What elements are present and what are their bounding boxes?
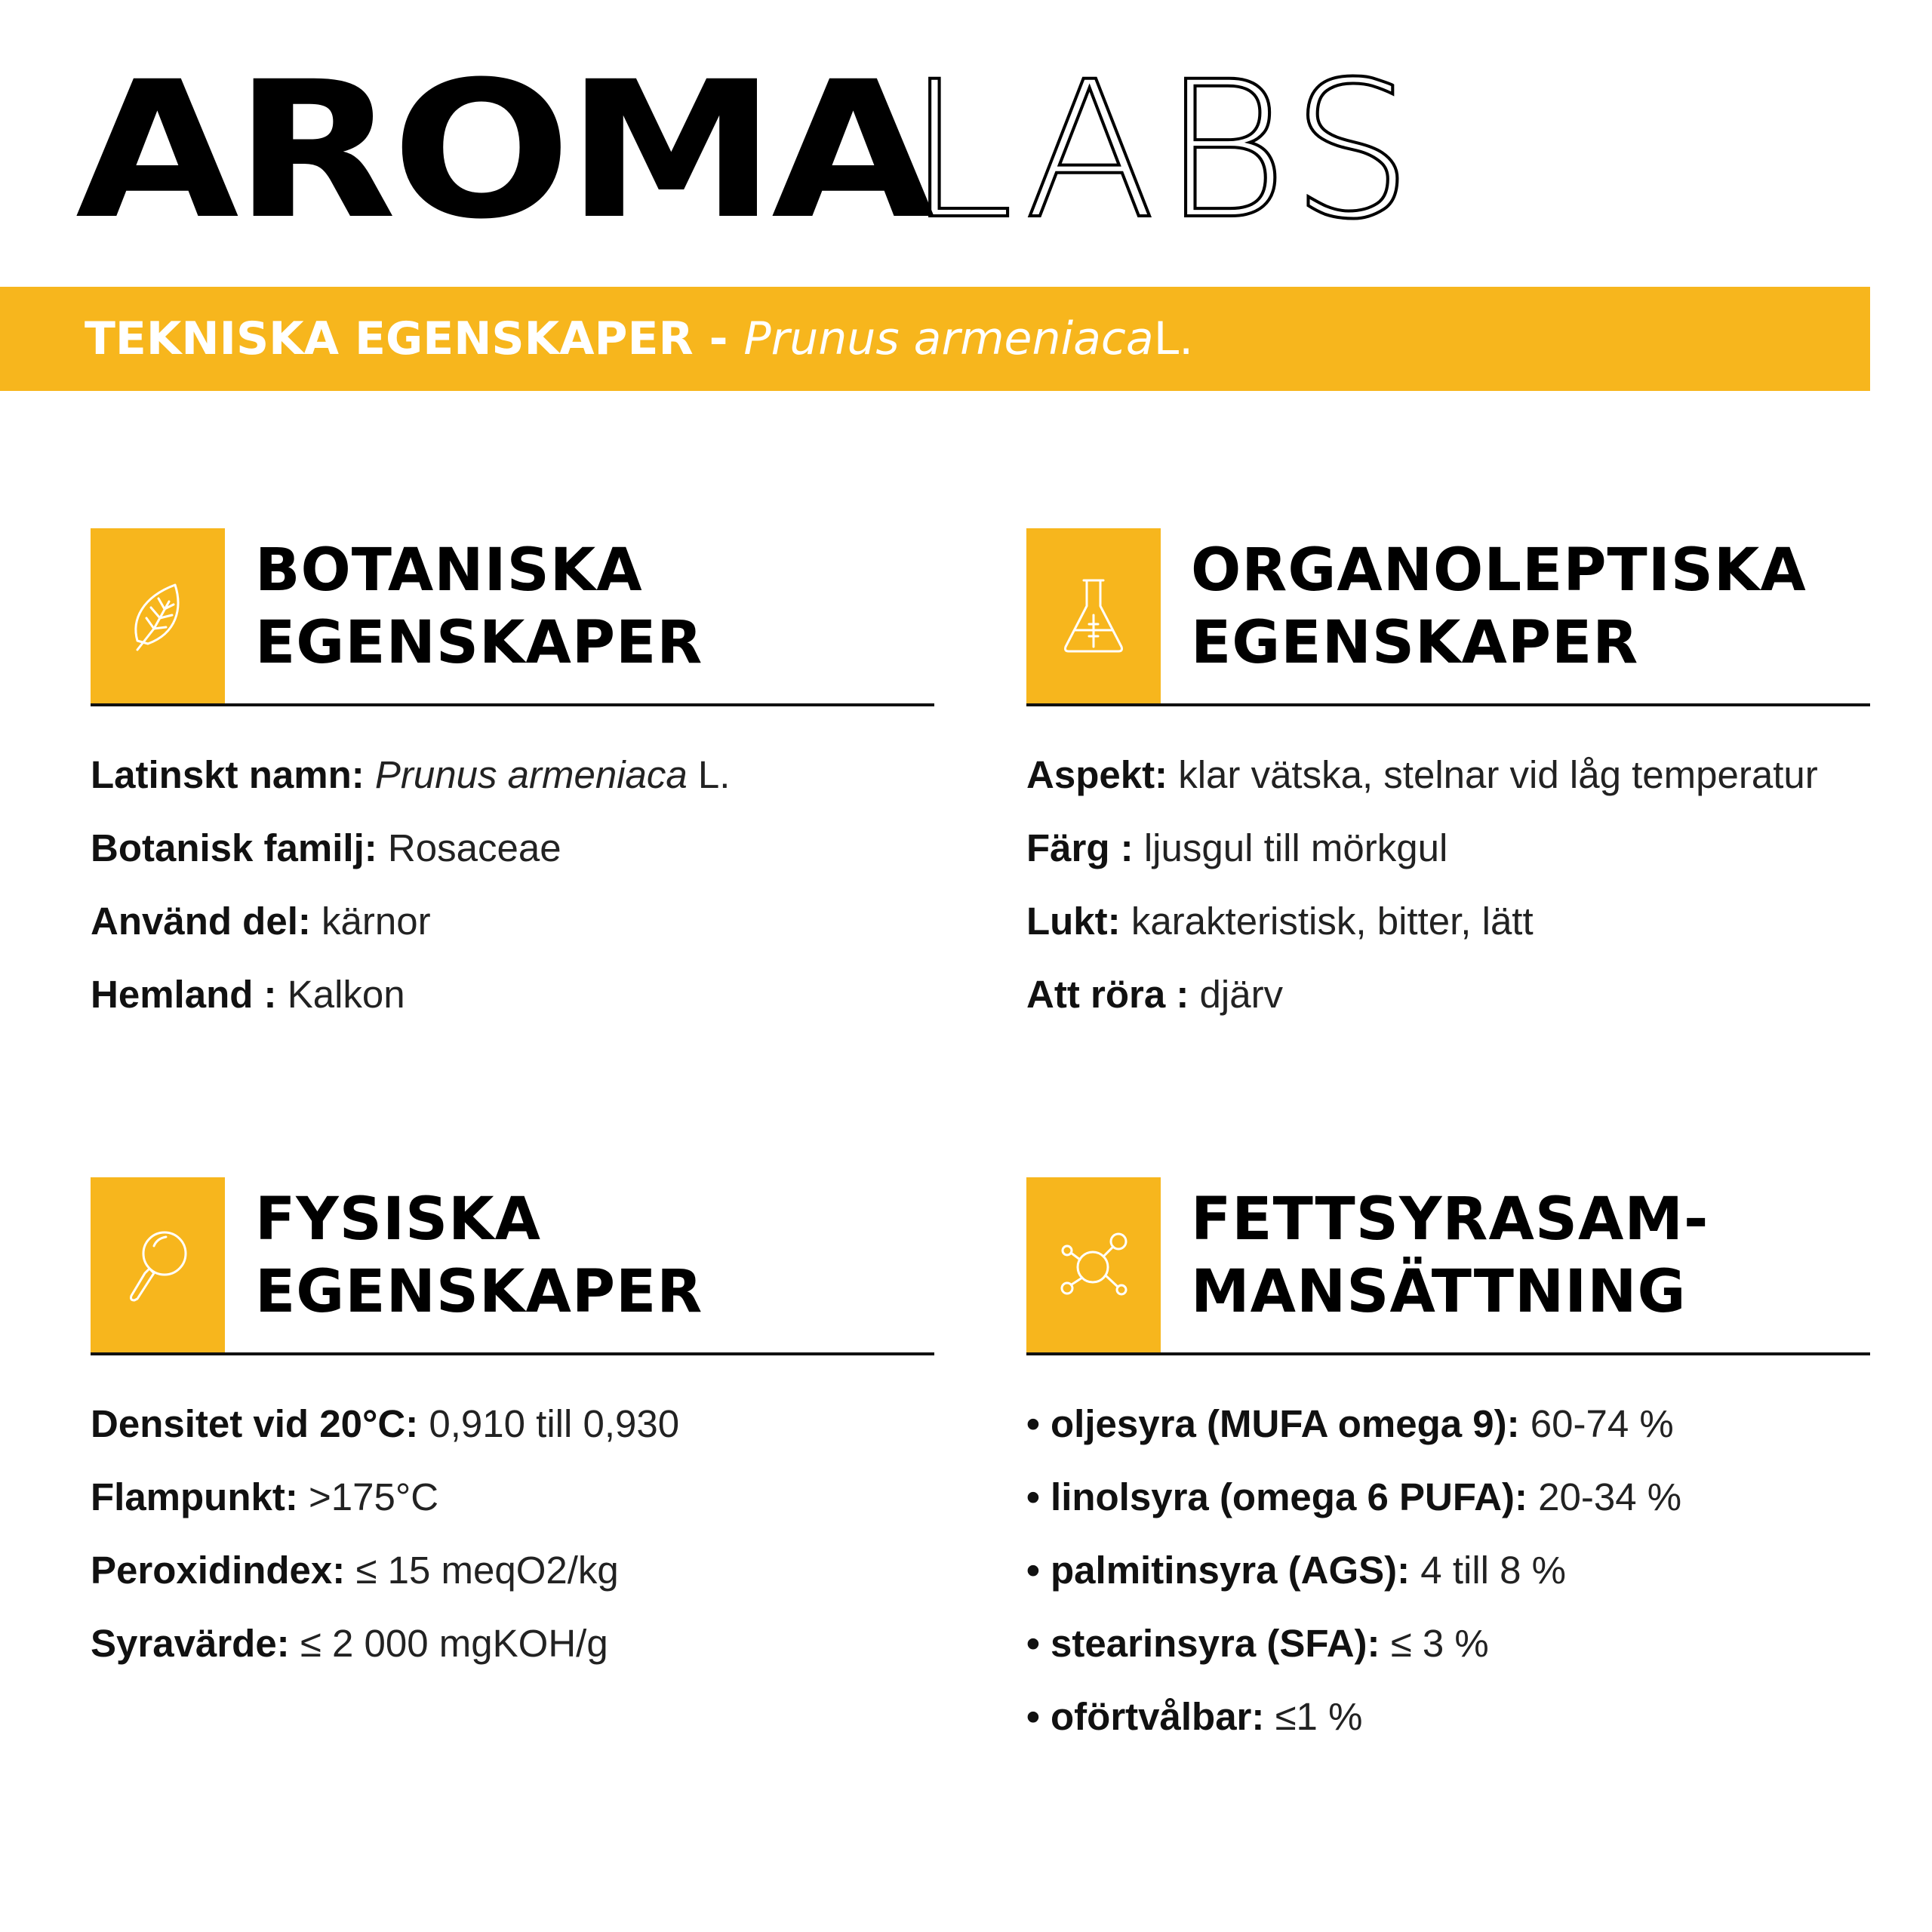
logo-part-labs: LABS [906, 41, 1420, 260]
section-header [91, 1177, 934, 1355]
banner-latin-name: Prunus armeniaca [743, 312, 1154, 365]
flask-icon [1026, 528, 1161, 703]
list-item: • ofӧrtvålbar: ≤1 % [1026, 1695, 1363, 1738]
property-row: Att röra : djärv [1026, 973, 1284, 1016]
section-header [1026, 528, 1870, 706]
property-row: Lukt: karakteristisk, bitter, lätt [1026, 900, 1534, 943]
property-row: Botanisk familj: Rosaceae [91, 826, 561, 869]
property-row: Färg : ljusgul till mörkgul [1026, 826, 1448, 869]
section-header [1026, 1177, 1870, 1355]
property-row: Flampunkt: >175°C [91, 1475, 439, 1518]
section-title: FYSISKA EGENSKAPER [255, 1186, 703, 1326]
property-row: Hemland : Kalkon [91, 973, 405, 1016]
list-item: • oljesyra (MUFA omega 9): 60-74 % [1026, 1402, 1674, 1445]
section-botanical [91, 528, 934, 1031]
list-item: • stearinsyra (SFA): ≤ 3 % [1026, 1622, 1489, 1665]
property-row: Syravärde: ≤ 2 000 mgKOH/g [91, 1622, 608, 1665]
leaf-icon [91, 528, 225, 703]
property-row: Använd del: kärnor [91, 900, 431, 943]
section-title: FETTSYRASAM- MANSÄTTNING [1191, 1186, 1709, 1326]
section-title: BOTANISKA EGENSKAPER [255, 537, 703, 677]
section-organoleptic [1026, 528, 1870, 1031]
molecule-icon [1026, 1177, 1161, 1352]
magnifier-icon [91, 1177, 225, 1352]
banner-title: TEKNISKA EGENSKAPER - [85, 312, 744, 365]
title-banner [0, 287, 1870, 391]
logo-part-aroma: AROMA [75, 41, 931, 260]
property-row: Densitet vid 20°C: 0,910 till 0,930 [91, 1402, 680, 1445]
list-item: • palmitinsyra (AGS): 4 till 8 % [1026, 1549, 1567, 1592]
section-fatty-acids [1026, 1177, 1870, 1753]
property-row: Latinskt namn: Prunus armeniaca L. [91, 753, 731, 796]
section-header [91, 528, 934, 706]
brand-logo [75, 41, 1420, 260]
section-physical [91, 1177, 934, 1680]
section-title: ORGANOLEPTISKA EGENSKAPER [1191, 537, 1807, 677]
banner-suffix: L. [1153, 312, 1194, 365]
property-row: Aspekt: klar vätska, stelnar vid låg temperatur [1026, 753, 1818, 796]
list-item: • linolsyra (omega 6 PUFA): 20-34 % [1026, 1475, 1682, 1518]
property-row: Peroxidindex: ≤ 15 meqO2/kg [91, 1549, 619, 1592]
